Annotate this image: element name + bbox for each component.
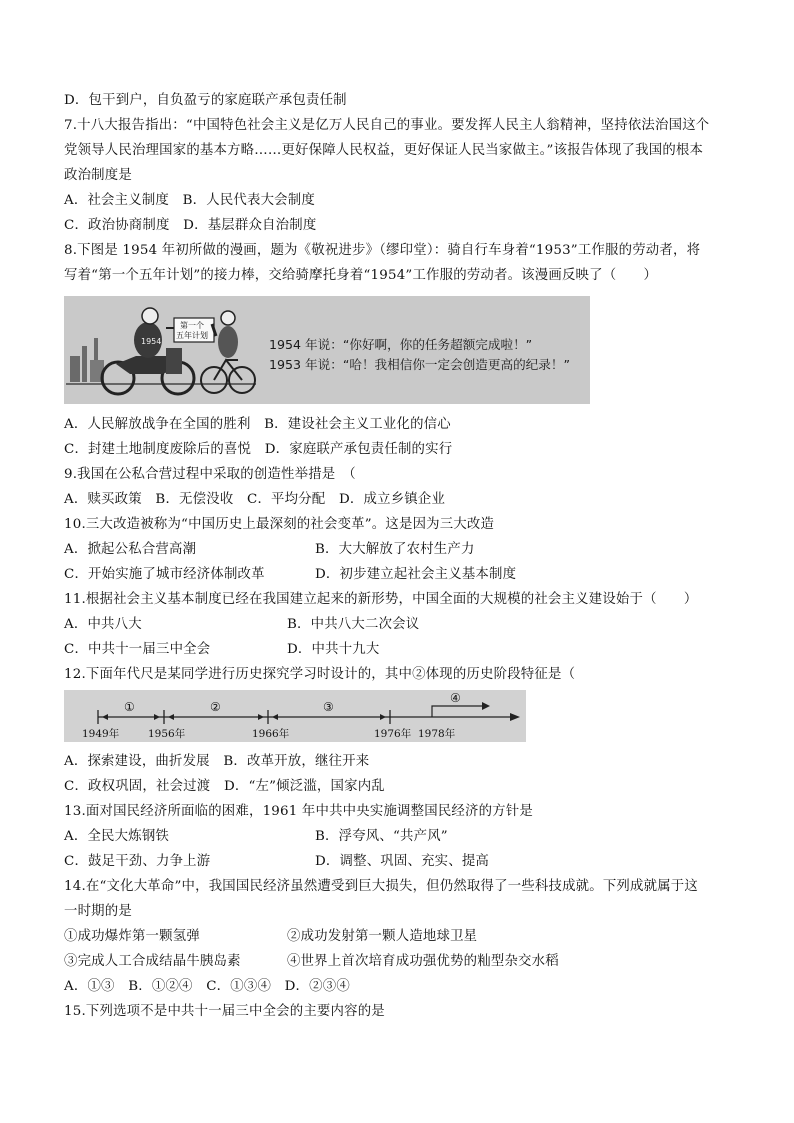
q9-stem: 9.我国在公私合营过程中采取的创造性举措是 （: [64, 467, 356, 482]
q13-options-cd: [64, 853, 490, 871]
timeline-year-1956: 1956年: [148, 728, 186, 740]
q14-items-12: [64, 928, 478, 946]
q13-option-c: C．鼓足干劲、力争上游: [64, 854, 211, 869]
q10-option-a: A．掀起公私合营高潮: [64, 542, 197, 557]
q9-options: A．赎买政策 B．无偿没收 C．平均分配 D．成立乡镇企业: [64, 492, 446, 507]
timeline-year-1966: 1966年: [252, 728, 290, 740]
timeline-year-1978: 1978年: [418, 728, 456, 740]
q10-options-cd: [64, 566, 517, 584]
q11-option-a: A．中共八大: [64, 617, 142, 632]
cartoon-quote-1953: 1953 年说：“哈！我相信你一定会创造更高的纪录！”: [269, 357, 570, 372]
q13-option-d: D．调整、巩固、充实、提高: [315, 854, 490, 869]
q14-stem-line2: 一时期的是: [64, 904, 132, 919]
q11-stem: 11.根据社会主义基本制度已经在我国建立起来的新形势，中国全面的大规模的社会主义建设始于（ ）: [64, 592, 698, 607]
q14-options: A．①③ B．①②④ C．①③④ D．②③④: [64, 979, 350, 994]
q12-options-ab: A．探索建设，曲折发展 B．改革开放，继往开来: [64, 754, 370, 769]
q14-item-1: ①成功爆炸第一颗氢弹: [64, 929, 200, 944]
cartoon-quote-1954: 1954 年说：“你好啊，你的任务超额完成啦！”: [269, 337, 533, 352]
timeline-mark-1: ①: [124, 700, 135, 714]
q11-options-ab: [64, 616, 420, 634]
q11-option-d: D．中共十九大: [287, 642, 380, 657]
timeline-figure: [64, 690, 526, 742]
q7-options-cd: C．政治协商制度 D．基层群众自治制度: [64, 218, 317, 233]
baton-text-line1: 第一个: [180, 321, 204, 330]
q13-option-a: A．全民大炼钢铁: [64, 829, 170, 844]
q7-stem-line3: 政治制度是: [64, 168, 132, 183]
q8-options-ab: A．人民解放战争在全国的胜利 B．建设社会主义工业化的信心: [64, 417, 451, 432]
q8-stem-line1: 8.下图是 1954 年初所做的漫画，题为《敬祝进步》（缪印堂）：骑自行车身着“1953”工作服的劳动者，将: [64, 243, 701, 258]
q14-item-4: ④世界上首次培育成功强优势的籼型杂交水稻: [287, 954, 559, 969]
q15-stem: 15.下列选项不是中共十一届三中全会的主要内容的是: [64, 1004, 385, 1019]
timeline-mark-3: ③: [323, 700, 334, 714]
q10-option-b: B．大大解放了农村生产力: [315, 542, 475, 557]
q12-stem: 12.下面年代尺是某同学进行历史探究学习时设计的，其中②体现的历史阶段特征是（: [64, 667, 576, 682]
q6-option-d: D．包干到户，自负盈亏的家庭联产承包责任制: [64, 93, 347, 108]
q14-item-3: ③完成人工合成结晶牛胰岛素: [64, 954, 241, 969]
q8-options-cd: C．封建土地制度废除后的喜悦 D．家庭联产承包责任制的实行: [64, 442, 453, 457]
q10-option-d: D．初步建立起社会主义基本制度: [315, 567, 517, 582]
q11-options-cd: [64, 641, 380, 659]
q7-options-ab: A．社会主义制度 B．人民代表大会制度: [64, 193, 315, 208]
timeline-mark-4: ④: [450, 691, 461, 705]
timeline-year-1949: 1949年: [82, 728, 120, 740]
q13-stem: 13.面对国民经济所面临的困难，1961 年中共中央实施调整国民经济的方针是: [64, 804, 533, 819]
rider-1954-label: 1954: [141, 337, 162, 346]
q14-item-2: ②成功发射第一颗人造地球卫星: [287, 929, 478, 944]
q14-stem-line1: 14.在“文化大革命”中，我国国民经济虽然遭受到巨大损失，但仍然取得了一些科技成就。下列成就属于这: [64, 879, 698, 894]
timeline-year-1976: 1976年: [374, 728, 412, 740]
q8-stem-line2: 写着“第一个五年计划”的接力棒，交给骑摩托身着“1954”工作服的劳动者。该漫画反映了（ ）: [64, 268, 658, 283]
q10-stem: 10.三大改造被称为“中国历史上最深刻的社会变革”。这是因为三大改造: [64, 517, 495, 532]
q7-stem-line2: 党领导人民治理国家的基本方略……更好保障人民权益，更好保证人民当家做主。”该报告体现了我国的根本: [64, 143, 704, 158]
q11-option-c: C．中共十一届三中全会: [64, 642, 211, 657]
cartoon-illustration: [66, 298, 256, 402]
timeline-mark-2: ②: [210, 700, 221, 714]
q13-option-b: B．浮夸风、“共产风”: [315, 829, 448, 844]
q10-option-c: C．开始实施了城市经济体制改革: [64, 567, 265, 582]
cartoon-figure: [64, 296, 590, 404]
baton-text-line2: 五年计划: [176, 331, 208, 340]
timeline-ruler: [64, 690, 526, 742]
q11-option-b: B．中共八大二次会议: [287, 617, 420, 632]
q12-options-cd: C．政权巩固，社会过渡 D．“左”倾泛滥，国家内乱: [64, 779, 385, 794]
q7-stem-line1: 7.十八大报告指出：“中国特色社会主义是亿万人民自己的事业。要发挥人民主人翁精神，坚持依法治国这个: [64, 118, 710, 133]
q14-items-34: [64, 953, 559, 971]
q13-options-ab: [64, 828, 448, 846]
q10-options-ab: [64, 541, 475, 559]
